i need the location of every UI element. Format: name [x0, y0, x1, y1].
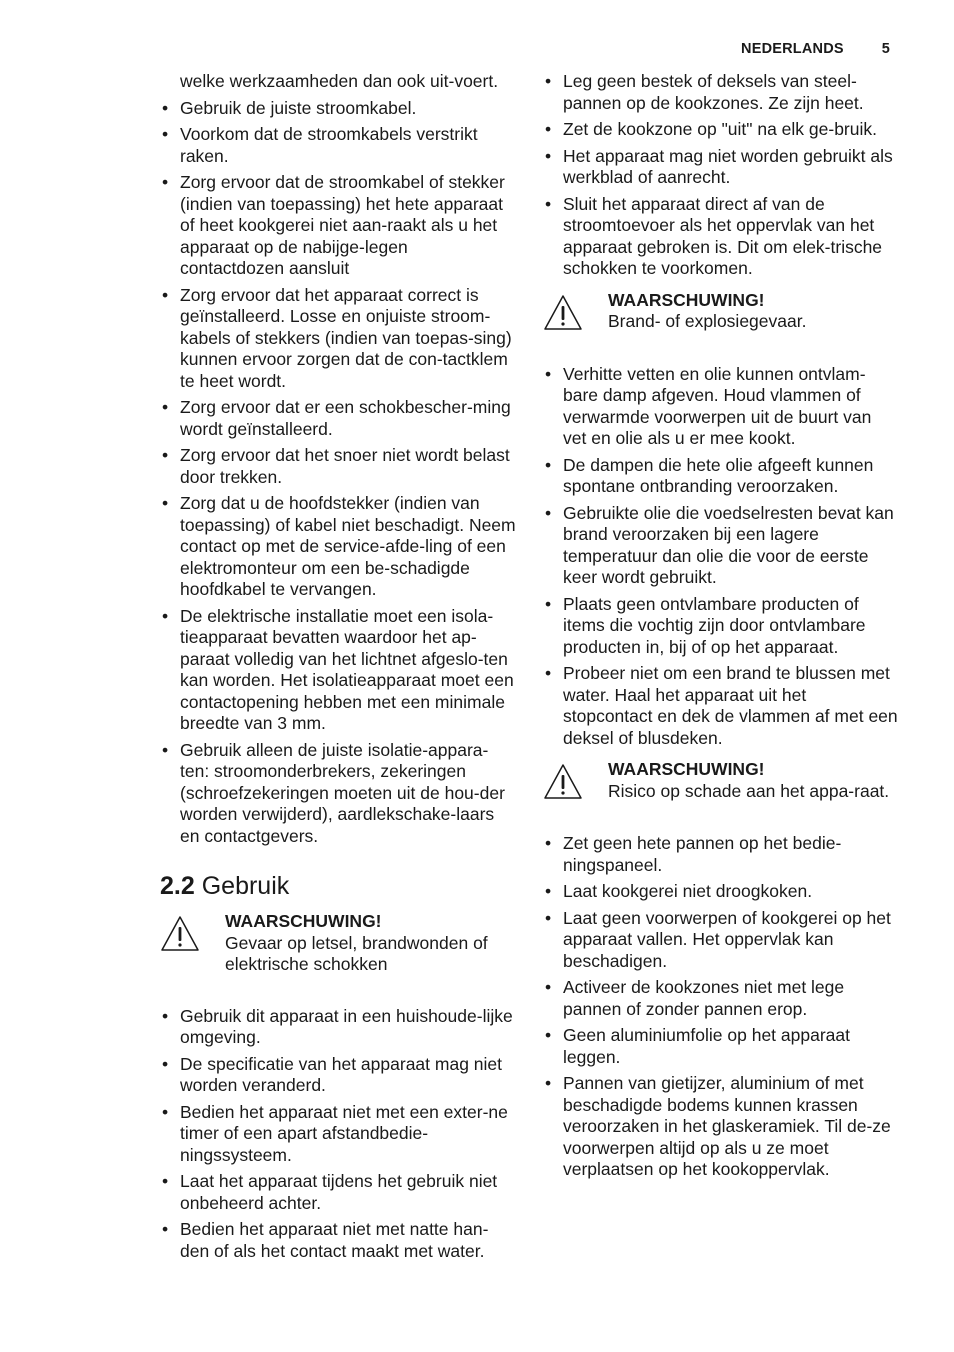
list-item: • Gebruik dit apparaat in een huishoude-lijke omgeving. — [160, 1006, 516, 1049]
bullet-list — [160, 98, 516, 848]
left-column — [160, 71, 516, 1267]
list-item: • Gebruikte olie die voedselresten bevat kan brand veroorzaken bij een lagere temperatuur dan olie die voor de eerste keer wordt gebruikt. — [543, 503, 899, 589]
list-item: • De specificatie van het apparaat mag niet worden veranderd. — [160, 1054, 516, 1097]
list-item: • Gebruik alleen de juiste isolatie-appara-ten: stroomonderbrekers, zekeringen (schroefzekeringen moeten uit de hou-der worden verwijderd), aardlekschake-laars en contactgevers. — [160, 740, 516, 848]
list-item: • Laat geen voorwerpen of kookgerei op het apparaat vallen. Het oppervlak kan beschadigen. — [543, 908, 899, 973]
list-item: • Bedien het apparaat niet met een exter-ne timer of een apart afstandbedie-ningssysteem. — [160, 1102, 516, 1167]
warning-box — [543, 759, 899, 803]
warning-triangle-icon — [160, 915, 200, 953]
list-item: • Zet geen hete pannen op het bedie-ningspaneel. — [543, 833, 899, 876]
list-item: • Zorg ervoor dat de stroomkabel of stekker (indien van toepassing) het hete apparaat of heet kookgerei niet aan-raakt als u het apparaat op de nabijge-legen contactdozen aansluit — [160, 172, 516, 280]
list-item: • Plaats geen ontvlambare producten of items die vochtig zijn door ontvlambare producten in, bij of op het apparaat. — [543, 594, 899, 659]
warning-text: Brand- of explosiegevaar. — [608, 311, 807, 331]
warning-text: Risico op schade aan het appa-raat. — [608, 780, 890, 801]
section-title: Gebruik — [201, 872, 290, 900]
section-number: 2.2 — [160, 872, 195, 900]
page-number: 5 — [881, 41, 890, 57]
warning-box — [160, 911, 516, 976]
warning-box — [543, 290, 899, 334]
list-item: • De dampen die hete olie afgeeft kunnen spontane ontbranding veroorzaken. — [543, 455, 899, 498]
list-item: • Zet de kookzone op "uit" na elk ge-bruik. — [543, 119, 899, 141]
list-item: • Leg geen bestek of deksels van steel-pannen op de kookzones. Ze zijn heet. — [543, 71, 899, 114]
language-label: NEDERLANDS — [741, 41, 844, 57]
continuation-text: welke werkzaamheden dan ook uit-voert. — [180, 71, 499, 91]
list-item: • Geen aluminiumfolie op het apparaat leggen. — [543, 1025, 899, 1068]
page-header — [741, 39, 890, 61]
list-item: • Zorg dat u de hoofdstekker (indien van toepassing) of kabel niet beschadigt. Neem contact op met de service-afde-ling of een elektromonteur om een be-schadigde hoofdkabel te vervangen. — [160, 493, 516, 601]
warning-triangle-icon — [543, 763, 583, 801]
bullet-list — [543, 833, 899, 1181]
list-item: • Probeer niet om een brand te blussen met water. Haal het apparaat uit het stopcontact en dek de vlammen af met een deksel of blusdeken. — [543, 663, 899, 749]
bullet-list — [160, 1006, 516, 1263]
list-item: • Gebruik de juiste stroomkabel. — [160, 98, 516, 120]
warning-text: Gevaar op letsel, brandwonden of elektrische schokken — [225, 932, 488, 974]
bullet-list — [543, 71, 899, 280]
list-item: • Sluit het apparaat direct af van de stroomtoevoer als het oppervlak van het apparaat gebroken is. Dit om elek-trische schokken te voorkomen. — [543, 194, 899, 280]
warning-title: WAARSCHUWING! — [225, 911, 382, 931]
section-heading — [160, 871, 516, 901]
right-column — [543, 71, 899, 1186]
list-item: • Bedien het apparaat niet met natte han-den of als het contact maakt met water. — [160, 1219, 516, 1262]
warning-title: WAARSCHUWING! — [608, 289, 765, 310]
warning-title: WAARSCHUWING! — [608, 759, 765, 779]
list-item: • Zorg ervoor dat het apparaat correct is geïnstalleerd. Losse en onjuiste stroom-kabels of stekkers (indien van toepas-sing) kunnen ervoor zorgen dat de con-tactklem te heet wordt. — [160, 285, 516, 393]
list-item: • Verhitte vetten en olie kunnen ontvlam-bare damp afgeven. Houd vlammen of verwarmde voorwerpen uit de buurt van vet en olie als u er mee kookt. — [543, 364, 899, 450]
list-item: • Laat het apparaat tijdens het gebruik niet onbeheerd achter. — [160, 1171, 516, 1214]
bullet-list — [543, 364, 899, 750]
list-item: • Zorg ervoor dat er een schokbescher-ming wordt geïnstalleerd. — [160, 397, 516, 440]
list-item: • Laat kookgerei niet droogkoken. — [543, 881, 899, 903]
list-item: • Zorg ervoor dat het snoer niet wordt belast door trekken. — [160, 445, 516, 488]
list-item: • Het apparaat mag niet worden gebruikt als werkblad of aanrecht. — [543, 146, 899, 189]
warning-triangle-icon — [543, 294, 583, 332]
list-item: • Activeer de kookzones niet met lege pannen of zonder pannen erop. — [543, 977, 899, 1020]
list-item: • Voorkom dat de stroomkabels verstrikt raken. — [160, 124, 516, 167]
list-item: • Pannen van gietijzer, aluminium of met beschadigde bodems kunnen krassen veroorzaken in het glaskeramiek. Til de-ze voorwerpen altijd op als u ze moet verplaatsen op het kookoppervlak. — [543, 1073, 899, 1181]
list-item: • De elektrische installatie moet een isola-tieapparaat bevatten waardoor het ap-paraat volledig van het lichtnet afgeslo-ten kan worden. Het isolatieapparaat moet een contactopening hebben met een minimale breedte van 3 mm. — [160, 606, 516, 735]
